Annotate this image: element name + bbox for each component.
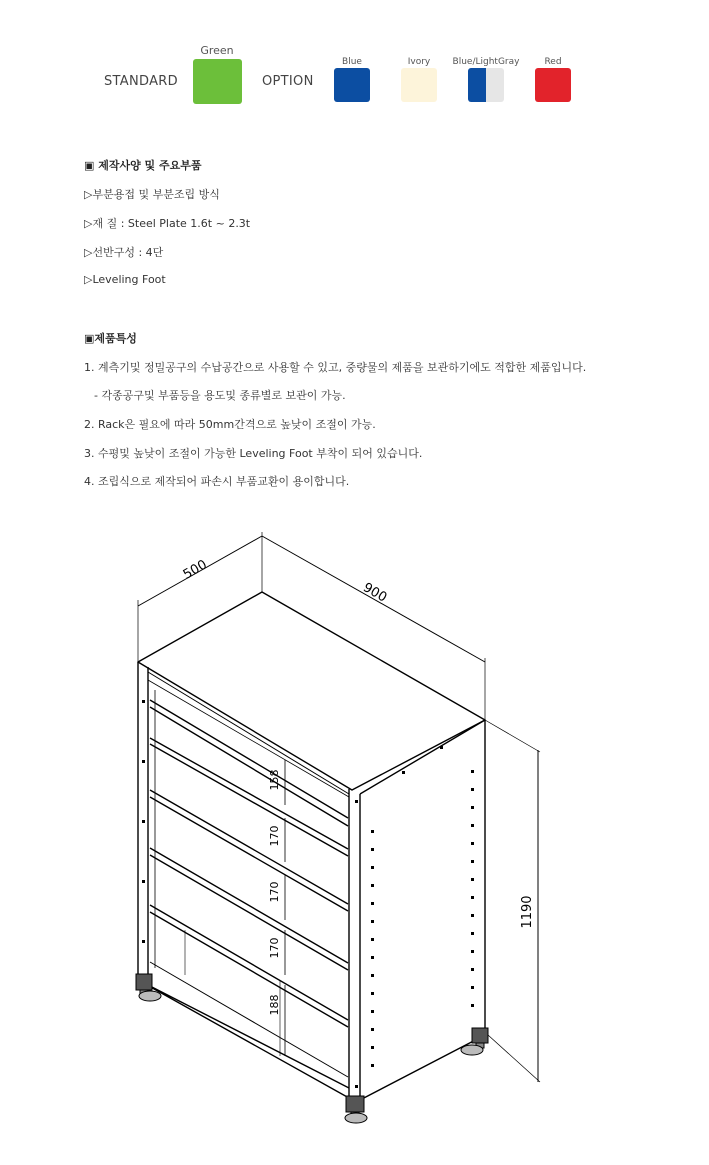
dimension-label-height: 1190: [520, 895, 535, 929]
standard-label: STANDARD: [104, 74, 178, 89]
swatch-caption-green: Green: [200, 44, 234, 57]
swatch-caption-blue-lightgray: Blue/LightGray: [452, 57, 520, 67]
feature-subitem: - 각종공구및 부품등을 용도및 종류별로 보관이 가능.: [94, 389, 346, 402]
option-label: OPTION: [262, 74, 314, 89]
rack-technical-drawing: [0, 520, 709, 1160]
spec-item: ▷부분용접 및 부분조립 방식: [84, 188, 220, 201]
rack-right-side-panel: [360, 720, 485, 1100]
leveling-feet: [136, 974, 488, 1123]
color-swatch-green[interactable]: [193, 59, 242, 104]
leveling-foot-left: [136, 974, 161, 1001]
spec-item: ▷재 질 : Steel Plate 1.6t ~ 2.3t: [84, 217, 251, 230]
color-swatch-ivory[interactable]: [401, 68, 437, 102]
color-swatch-red[interactable]: [535, 68, 571, 102]
rack-left-post: [138, 662, 148, 985]
spec-item: ▷Leveling Foot: [84, 273, 166, 286]
swatch-caption-blue: Blue: [342, 57, 362, 67]
color-swatch-blue-lightgray[interactable]: [468, 68, 504, 102]
feature-item: 4. 조립식으로 제작되어 파손시 부품교환이 용이합니다.: [84, 475, 350, 488]
shelf-gap-label: 170: [268, 937, 281, 959]
leveling-foot-right: [461, 1028, 488, 1055]
feature-item: 1. 계측기및 정밀공구의 수납공간으로 사용할 수 있고, 중량물의 제품을 보관하기에도 적합한 제품입니다.: [84, 361, 587, 374]
shelf-gap-label: 188: [268, 994, 281, 1016]
rack-bottom-frame: [138, 980, 349, 1098]
shelf-gap-label: 170: [268, 881, 281, 903]
features-heading: ▣제품특성: [84, 332, 137, 345]
leveling-foot-front: [345, 1096, 367, 1123]
rack-front-right-post: [349, 789, 360, 1100]
rack-panel-holes: [142, 700, 474, 1088]
rack-shelves: [150, 700, 348, 1077]
swatch-caption-red: Red: [544, 57, 562, 67]
dimension-label-width: 900: [360, 580, 390, 606]
color-swatch-blue[interactable]: [334, 68, 370, 102]
swatch-caption-ivory: Ivory: [407, 57, 431, 67]
feature-item: 2. Rack은 필요에 따라 50mm간격으로 높낮이 조절이 가능.: [84, 418, 376, 431]
swatch-half-blue: [468, 68, 486, 102]
shelf-gap-label: 158: [268, 769, 281, 791]
swatch-half-lightgray: [486, 68, 504, 102]
spec-item: ▷선반구성 : 4단: [84, 246, 164, 259]
shelf-gap-label: 170: [268, 825, 281, 847]
spec-heading: ▣ 제작사양 및 주요부품: [84, 159, 202, 172]
feature-item: 3. 수평및 높낮이 조절이 가능한 Leveling Foot 부착이 되어 있습니다.: [84, 447, 423, 460]
dimension-label-depth: 500: [180, 557, 210, 583]
